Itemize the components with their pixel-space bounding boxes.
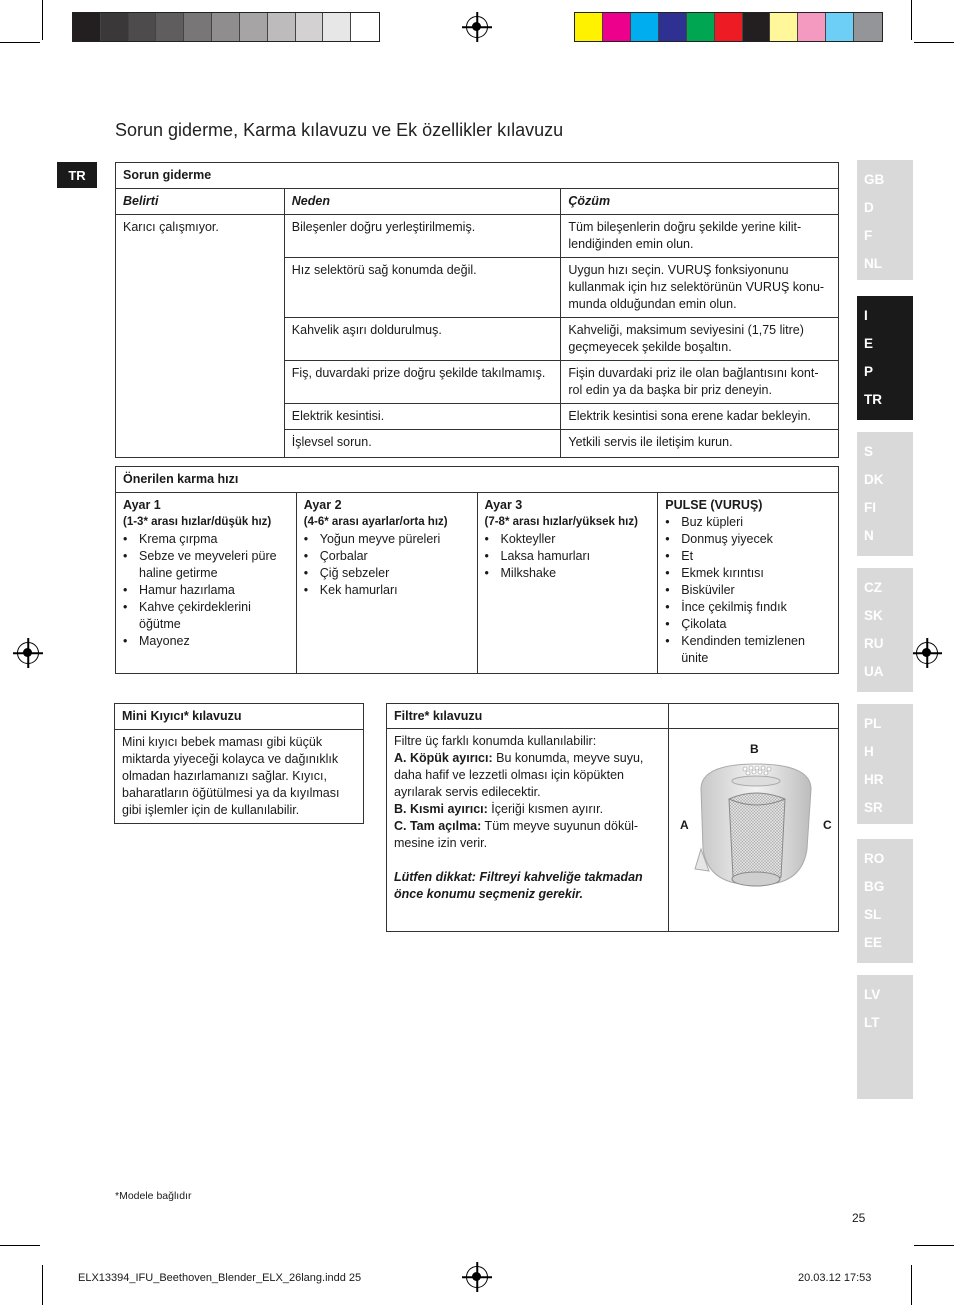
mini-chopper-title: Mini Kıyıcı* kılavuzu	[115, 704, 363, 730]
symptom-cell: Karıcı çalışmıyor.	[116, 215, 285, 458]
filter-illustration-icon	[693, 759, 819, 899]
language-item-gb[interactable]: GB	[864, 172, 885, 187]
list-item: • Kahve çekirdeklerini öğütme	[123, 599, 289, 633]
list-item: • Milkshake	[485, 565, 651, 582]
color-swatch	[129, 13, 157, 41]
list-item: • Kendinden temizlenen ünite	[665, 633, 831, 667]
language-item-lv[interactable]: LV	[864, 987, 881, 1002]
setting-list	[304, 531, 470, 599]
cause-cell: Bileşenler doğru yerleştirilmemiş.	[284, 215, 561, 258]
list-item: • Laksa hamurları	[485, 548, 651, 565]
process-color-bar	[574, 12, 883, 42]
list-item: • Krema çırpma	[123, 531, 289, 548]
list-item: • Yoğun meyve püreleri	[304, 531, 470, 548]
language-item-sk[interactable]: SK	[864, 608, 883, 623]
mixing-column-setting-1	[116, 493, 297, 674]
language-item-tr[interactable]: TR	[864, 392, 882, 407]
column-header-symptom: Belirti	[116, 189, 285, 215]
color-swatch	[268, 13, 296, 41]
solution-cell: Uygun hızı seçin. VURUŞ fonksiyonunu kullanmak için hız selektörünün VURUŞ konu-munda olduğundan emin olun.	[561, 258, 839, 318]
list-item: • Buz küpleri	[665, 514, 831, 531]
list-item: • Çorbalar	[304, 548, 470, 565]
language-item-n[interactable]: N	[864, 528, 874, 543]
gray-color-bar	[72, 12, 380, 42]
language-item-ua[interactable]: UA	[864, 664, 884, 679]
filter-option-b: B. Kısmi ayırıcı: İçeriği kısmen ayırır.	[394, 802, 604, 816]
language-item-sr[interactable]: SR	[864, 800, 883, 815]
color-swatch	[156, 13, 184, 41]
cause-cell: Fiş, duvardaki prize doğru şekilde takılmamış.	[284, 361, 561, 404]
column-header-solution: Çözüm	[561, 189, 839, 215]
setting-sub: (7-8* arası hızlar/yüksek hız)	[484, 516, 638, 528]
color-swatch	[184, 13, 212, 41]
crop-mark	[911, 0, 912, 40]
filter-guide	[386, 703, 839, 932]
language-item-i[interactable]: I	[864, 308, 868, 323]
cause-cell: İşlevsel sorun.	[284, 430, 561, 458]
column-header-cause: Neden	[284, 189, 561, 215]
color-swatch	[798, 13, 826, 41]
language-item-f[interactable]: F	[864, 228, 873, 243]
color-swatch	[323, 13, 351, 41]
color-swatch	[715, 13, 743, 41]
list-item: • İnce çekilmiş fındık	[665, 599, 831, 616]
language-item-e[interactable]: E	[864, 336, 874, 351]
color-swatch	[351, 13, 379, 41]
crop-mark	[914, 1245, 954, 1246]
mini-chopper-body: Mini kıyıcı bebek maması gibi küçük miktarda yiyeceği kolayca ve dağınıklık olmadan hazırlamanızı sağlar. Kıyıcı, baharatların öğütülmesi ya da kıyılması gibi işlemler için de kullanılabilir.	[122, 735, 340, 817]
language-item-p[interactable]: P	[864, 364, 874, 379]
list-item: • Kokteyller	[485, 531, 651, 548]
filter-diagram	[669, 729, 838, 931]
setting-list	[665, 514, 831, 667]
color-swatch	[212, 13, 240, 41]
mini-chopper-guide	[114, 703, 364, 824]
page-title: Sorun giderme, Karma kılavuzu ve Ek özellikler kılavuzu	[115, 120, 564, 140]
language-item-dk[interactable]: DK	[864, 472, 884, 487]
language-item-s[interactable]: S	[864, 444, 874, 459]
language-group	[857, 839, 913, 963]
filter-option-c: C. Tam açılma: Tüm meyve suyunun dökül-mesine izin verir.	[394, 819, 639, 850]
crop-mark	[0, 1245, 40, 1246]
language-group	[857, 704, 913, 824]
setting-list	[485, 531, 651, 582]
color-swatch	[826, 13, 854, 41]
color-swatch	[575, 13, 603, 41]
language-group	[857, 568, 913, 692]
language-group	[857, 975, 913, 1099]
mixing-title: Önerilen karma hızı	[116, 467, 839, 493]
cause-cell: Hız selektörü sağ konumda değil.	[284, 258, 561, 318]
language-group	[857, 160, 913, 280]
list-item: • Bisküviler	[665, 582, 831, 599]
list-item: • Hamur hazırlama	[123, 582, 289, 599]
filter-body	[387, 729, 669, 931]
setting-list	[123, 531, 289, 650]
color-swatch	[854, 13, 882, 41]
crop-mark	[0, 42, 40, 43]
language-item-ro[interactable]: RO	[864, 851, 885, 866]
slug-file-name: ELX13394_IFU_Beethoven_Blender_ELX_26lang.indd 25	[78, 1272, 362, 1284]
language-item-ee[interactable]: EE	[864, 935, 883, 950]
slug-timestamp: 20.03.12 17:53	[798, 1272, 872, 1284]
list-item: • Çikolata	[665, 616, 831, 633]
color-swatch	[631, 13, 659, 41]
language-item-h[interactable]: H	[864, 744, 874, 759]
registration-mark-icon	[17, 642, 39, 664]
language-group	[857, 432, 913, 556]
registration-mark-icon	[466, 16, 488, 38]
solution-cell: Kahveliği, maksimum seviyesini (1,75 litre) geçmeyecek şekilde boşaltın.	[561, 318, 839, 361]
mixing-column-setting-3	[477, 493, 658, 674]
color-swatch	[743, 13, 771, 41]
language-item-fi[interactable]: FI	[864, 500, 876, 515]
color-swatch	[687, 13, 715, 41]
crop-mark	[911, 1265, 912, 1305]
language-badge: TR	[57, 162, 97, 188]
language-item-d[interactable]: D	[864, 200, 874, 215]
color-swatch	[659, 13, 687, 41]
color-swatch	[603, 13, 631, 41]
setting-sub: (1-3* arası hızlar/düşük hız)	[123, 516, 272, 528]
list-item: • Sebze ve meyveleri püre haline getirme	[123, 548, 289, 582]
registration-mark-icon	[466, 1266, 488, 1288]
list-item: • Kek hamurları	[304, 582, 470, 599]
list-item: • Et	[665, 548, 831, 565]
troubleshooting-title: Sorun giderme	[116, 163, 839, 189]
footnote: *Modele bağlıdır	[115, 1190, 192, 1202]
page-number: 25	[852, 1211, 866, 1225]
language-item-bg[interactable]: BG	[864, 879, 885, 894]
filter-title: Filtre* kılavuzu	[387, 704, 669, 728]
cause-cell: Kahvelik aşırı doldurulmuş.	[284, 318, 561, 361]
troubleshooting-table	[115, 162, 839, 458]
diagram-label-b: B	[750, 742, 759, 756]
setting-sub: (4-6* arası ayarlar/orta hız)	[303, 516, 448, 528]
list-item: • Çiğ sebzeler	[304, 565, 470, 582]
language-item-cz[interactable]: CZ	[864, 580, 882, 595]
language-item-pl[interactable]: PL	[864, 716, 882, 731]
crop-mark	[42, 0, 43, 40]
language-group	[857, 296, 913, 420]
setting-name: Ayar 2	[303, 498, 342, 512]
solution-cell: Fişin duvardaki priz ile olan bağlantısını kont-rol edin ya da başka bir priz deneyin.	[561, 361, 839, 404]
list-item: • Ekmek kırıntısı	[665, 565, 831, 582]
cause-cell: Elektrik kesintisi.	[284, 404, 561, 430]
color-swatch	[73, 13, 101, 41]
language-item-sl[interactable]: SL	[864, 907, 882, 922]
diagram-label-a: A	[680, 818, 689, 832]
crop-mark	[42, 1265, 43, 1305]
list-item: • Mayonez	[123, 633, 289, 650]
language-item-hr[interactable]: HR	[864, 772, 884, 787]
color-swatch	[770, 13, 798, 41]
language-item-nl[interactable]: NL	[864, 256, 882, 271]
mixing-column-setting-2	[296, 493, 477, 674]
mixing-speed-table	[115, 466, 839, 674]
setting-name: Ayar 3	[484, 498, 523, 512]
filter-note: Lütfen dikkat: Filtreyi kahveliğe takmadan önce konumu seçmeniz gerekir.	[394, 870, 643, 901]
language-item-lt[interactable]: LT	[864, 1015, 880, 1030]
solution-cell: Yetkili servis ile iletişim kurun.	[561, 430, 839, 458]
setting-name: PULSE (VURUŞ)	[665, 498, 763, 512]
registration-mark-icon	[916, 642, 938, 664]
filter-option-a: A. Köpük ayırıcı: Bu konumda, meyve suyu, daha hafif ve lezzetli olması için köpükten ayrılarak servis edilecektir.	[394, 751, 644, 799]
language-item-ru[interactable]: RU	[864, 636, 884, 651]
color-swatch	[240, 13, 268, 41]
diagram-label-c: C	[823, 818, 832, 832]
color-swatch	[296, 13, 324, 41]
solution-cell: Tüm bileşenlerin doğru şekilde yerine kilit-lendiğinden emin olun.	[561, 215, 839, 258]
color-swatch	[101, 13, 129, 41]
solution-cell: Elektrik kesintisi sona erene kadar bekleyin.	[561, 404, 839, 430]
filter-intro: Filtre üç farklı konumda kullanılabilir:	[394, 734, 597, 748]
setting-name: Ayar 1	[123, 498, 161, 512]
mixing-column-pulse	[658, 493, 839, 674]
crop-mark	[914, 42, 954, 43]
list-item: • Donmuş yiyecek	[665, 531, 831, 548]
